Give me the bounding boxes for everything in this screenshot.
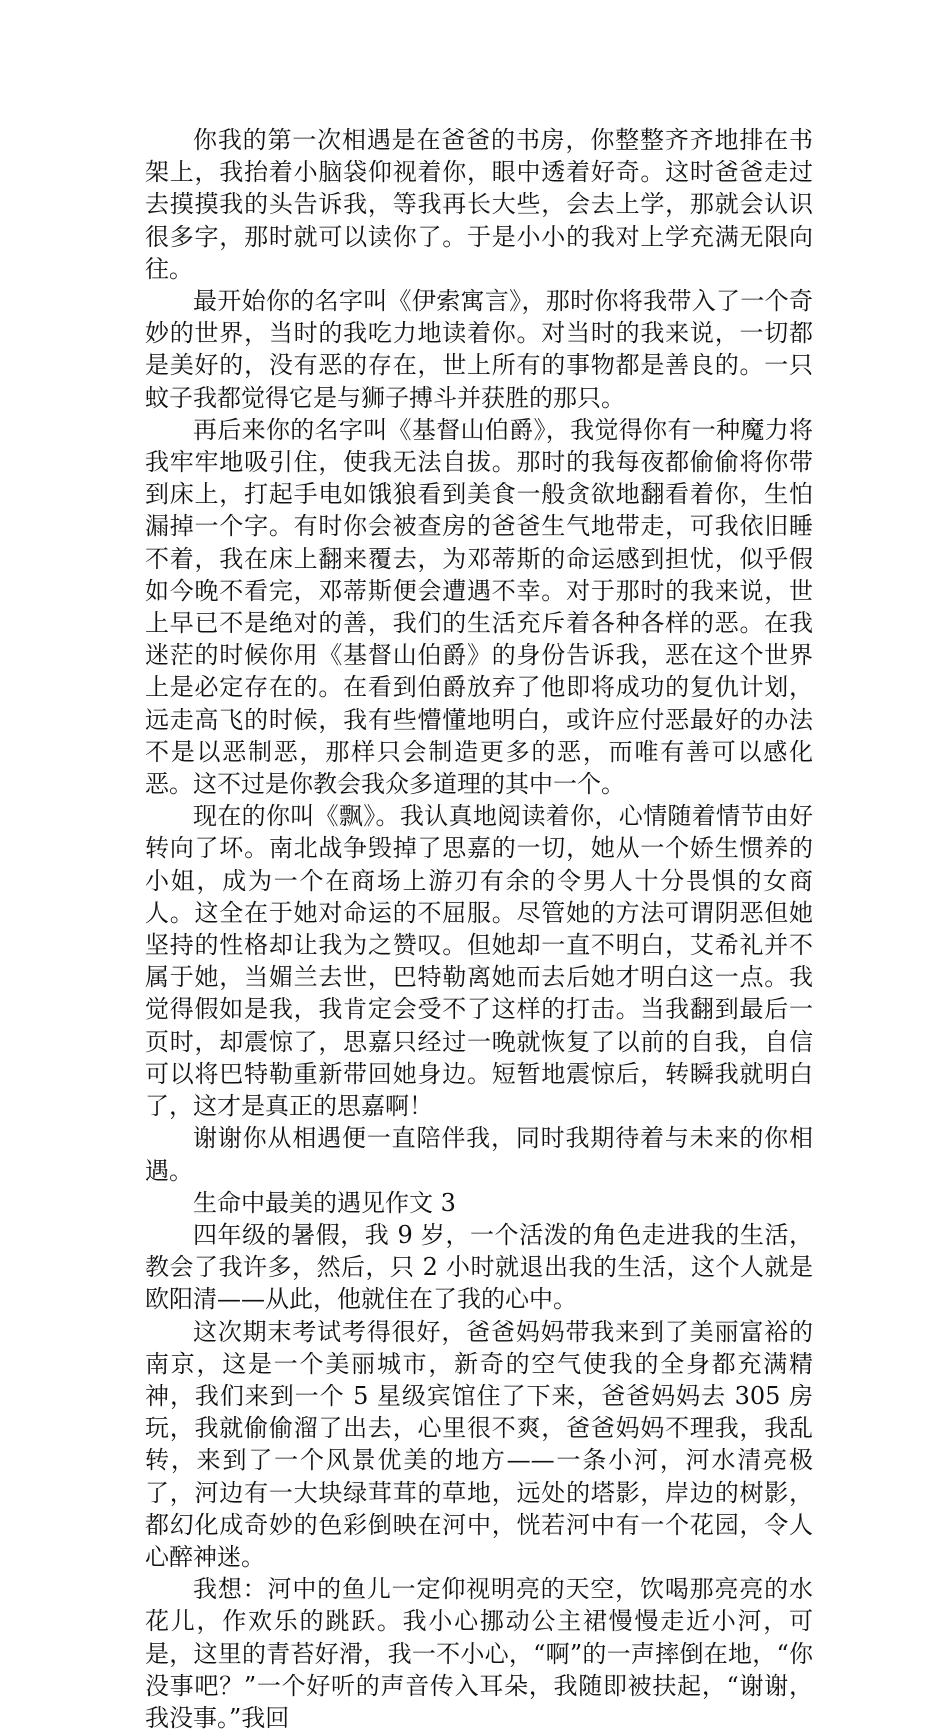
paragraph-aesop-fables: 最开始你的名字叫《伊索寓言》，那时你将我带入了一个奇妙的世界，当时的我吃力地读着你。对当时的我来说，一切都是美好的，没有恶的存在，世上所有的事物都是善良的。一只蚊子我都觉得它是与狮子搏斗并获胜的那只。 bbox=[145, 287, 813, 412]
document-body bbox=[145, 124, 813, 1734]
essay-heading: 生命中最美的遇见作文 3 bbox=[193, 1188, 456, 1217]
paragraph-nanjing-trip: 这次期末考试考得很好，爸爸妈妈带我来到了美丽富裕的南京，这是一个美丽城市，新奇的空气使我的全身都充满精神，我们来到一个 5 星级宾馆住了下来，爸爸妈妈去 305 房玩，我就偷偷溜了出去，心里很不爽，爸爸妈妈不理我，我乱转，来到了一个风景优美的地方——一条小河，河水清亮极了，河边有一大块绿茸茸的草地，远处的塔影，岸边的树影，都幻化成奇妙的色彩倒映在河中，恍若河中有一个花园，令人心醉神迷。 bbox=[145, 1317, 813, 1571]
paragraph-summer-vacation: 四年级的暑假，我 9 岁，一个活泼的角色走进我的生活，教会了我许多，然后，只 2 小时就退出我的生活，这个人就是欧阳清——从此，他就住在了我的心中。 bbox=[145, 1220, 813, 1314]
paragraph-monte-cristo: 再后来你的名字叫《基督山伯爵》，我觉得你有一种魔力将我牢牢地吸引住，使我无法自拔。那时的我每夜都偷偷将你带到床上，打起手电如饿狼看到美食一般贪欲地翻看着你，生怕漏掉一个字。有时你会被查房的爸爸生气地带走，可我依旧睡不着，我在床上翻来覆去，为邓蒂斯的命运感到担忧，似乎假如今晚不看完，邓蒂斯便会遭遇不幸。对于那时的我来说，世上早已不是绝对的善，我们的生活充斥着各种各样的恶。在我迷茫的时候你用《基督山伯爵》的身份告诉我，恶在这个世界上是必定存在的。在看到伯爵放弃了他即将成功的复仇计划，远走高飞的时候，我有些懵懂地明白，或许应付恶最好的办法不是以恶制恶，那样只会制造更多的恶，而唯有善可以感化恶。这不过是你教会我众多道理的其中一个。 bbox=[145, 415, 813, 799]
paragraph-thanks: 谢谢你从相遇便一直陪伴我，同时我期待着与未来的你相遇。 bbox=[145, 1124, 813, 1185]
paragraph-first-encounter: 你我的第一次相遇是在爸爸的书房，你整整齐齐地排在书架上，我抬着小脑袋仰视着你，眼中透着好奇。这时爸爸走过去摸摸我的头告诉我，等我再长大些，会去上学，那就会认识很多字，那时就可以读你了。于是小小的我对上学充满无限向往。 bbox=[145, 126, 813, 283]
paragraph-river-fall: 我想：河中的鱼儿一定仰视明亮的天空，饮喝那亮亮的水花儿，作欢乐的跳跃。我小心挪动公主裙慢慢走近小河，可是，这里的青苔好滑，我一不小心，“啊”的一声摔倒在地，“你没事吧？”一个好听的声音传入耳朵，我随即被扶起，“谢谢，我没事。”我回 bbox=[145, 1575, 813, 1732]
paragraph-gone-with-the-wind: 现在的你叫《飘》。我认真地阅读着你，心情随着情节由好转向了坏。南北战争毁掉了思嘉的一切，她从一个娇生惯养的小姐，成为一个在商场上游刃有余的令男人十分畏惧的女商人。这全在于她对命运的不屈服。尽管她的方法可谓阴恶但她坚持的性格却让我为之赞叹。但她却一直不明白，艾希礼并不属于她，当媚兰去世，巴特勒离她而去后她才明白这一点。我觉得假如是我，我肯定会受不了这样的打击。当我翻到最后一页时，却震惊了，思嘉只经过一晚就恢复了以前的自我，自信可以将巴特勒重新带回她身边。短暂地震惊后，转瞬我就明白了，这才是真正的思嘉啊！ bbox=[145, 802, 813, 1121]
